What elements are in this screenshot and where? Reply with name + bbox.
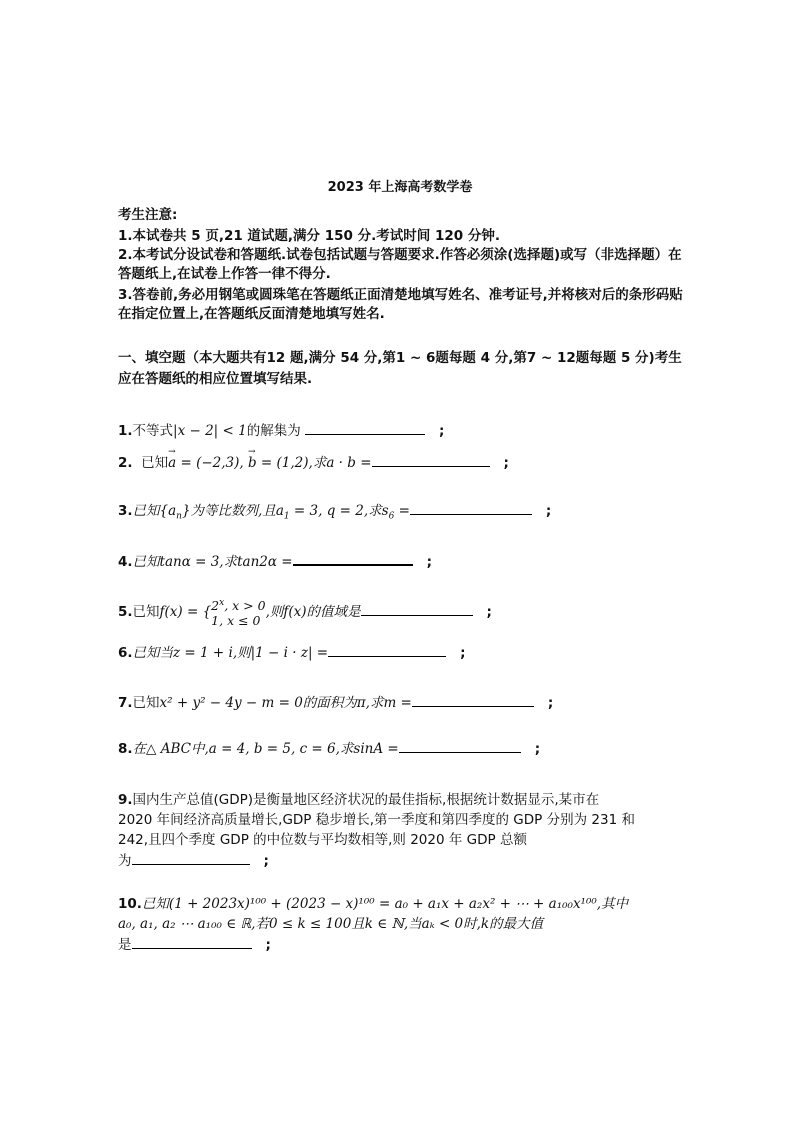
question-1: 1.不等式|x − 2| < 1的解集为 ;	[118, 420, 688, 441]
question-7: 7.已知x² + y² − 4y − m = 0的面积为π,求m = ;	[118, 692, 688, 713]
answer-blank-1[interactable]	[305, 420, 425, 435]
answer-blank-7[interactable]	[412, 692, 534, 707]
piecewise-cases: 2$^x$, x > 0 1, x ≤ 0	[211, 598, 266, 629]
question-8: 8.在△ ABC中,a = 4, b = 5, c = 6,求sinA = ;	[118, 738, 688, 759]
notice-item-2: 2.本考试分设试卷和答题纸.试卷包括试题与答题要求.作答必须涂(选择题)或写（非选择题）在答题纸上,在试卷上作答一律不得分.	[118, 247, 682, 282]
section-heading: 一、填空题（本大题共有12 题,满分 54 分,第1 ~ 6题每题 4 分,第7 ~ 12题每题 5 分)考生应在答题纸的相应位置填写结果.	[118, 350, 682, 387]
page-title: 2023 年上海高考数学卷	[327, 180, 473, 195]
question-10: 10.已知(1 + 2023x)¹⁰⁰ + (2023 − x)¹⁰⁰ = a₀ + a₁x + a₂x² + ⋯ + a₁₀₀x¹⁰⁰,其中 a₀, a₁, a₂ ⋯ a₁₀₀ ∈ ℝ,若0 ≤ k ≤ 100且k ∈ ℕ,当aₖ < 0时,k的最大值 是 ;	[118, 896, 629, 953]
answer-blank-2[interactable]	[372, 452, 490, 467]
answer-blank-4[interactable]	[293, 550, 413, 566]
question-3: 3.已知$\{a_n\}$为等比数列,且$a_1 = 3$, q = 2,求$s_6$ = ;	[118, 500, 688, 527]
notice-heading: 考生注意:	[118, 207, 178, 223]
answer-blank-3[interactable]	[410, 500, 532, 515]
question-5: 5.已知$f(x) = \{2^x$, x > 0 1, x ≤ 0,则f(x)的值域是 ;	[118, 598, 492, 629]
question-2: 2. 已知→ a = (−2,3), → b = (1,2),求a · b = ;	[118, 452, 688, 473]
question-9: 9.国内生产总值(GDP)是衡量地区经济状况的最佳指标,根据统计数据显示,某市在 2020 年间经济高质量增长,GDP 稳步增长,第一季度和第四季度的 GDP 分别为 231 和 242,且四个季度 GDP 的中位数与平均数相等,则 2020 年 GDP 总额 为 ;	[118, 792, 635, 869]
notice-item-3: 3.答卷前,务必用钢笔或圆珠笔在答题纸正面清楚地填写姓名、准考证号,并将核对后的条形码贴在指定位置上,在答题纸反面清楚地填写姓名.	[118, 287, 683, 322]
answer-blank-8[interactable]	[399, 738, 521, 753]
answer-blank-9[interactable]	[132, 850, 250, 865]
answer-blank-10[interactable]	[132, 934, 252, 949]
answer-blank-5[interactable]	[361, 601, 473, 616]
question-6: 6.已知当z = 1 + i,则|1 − i · z| = ;	[118, 642, 688, 663]
notice-item-1: 1.本试卷共 5 页,21 道试题,满分 150 分.考试时间 120 分钟.	[118, 228, 500, 244]
answer-blank-6[interactable]	[328, 642, 446, 657]
question-4: 4.已知tanα = 3,求tan2α = ;	[118, 550, 688, 572]
